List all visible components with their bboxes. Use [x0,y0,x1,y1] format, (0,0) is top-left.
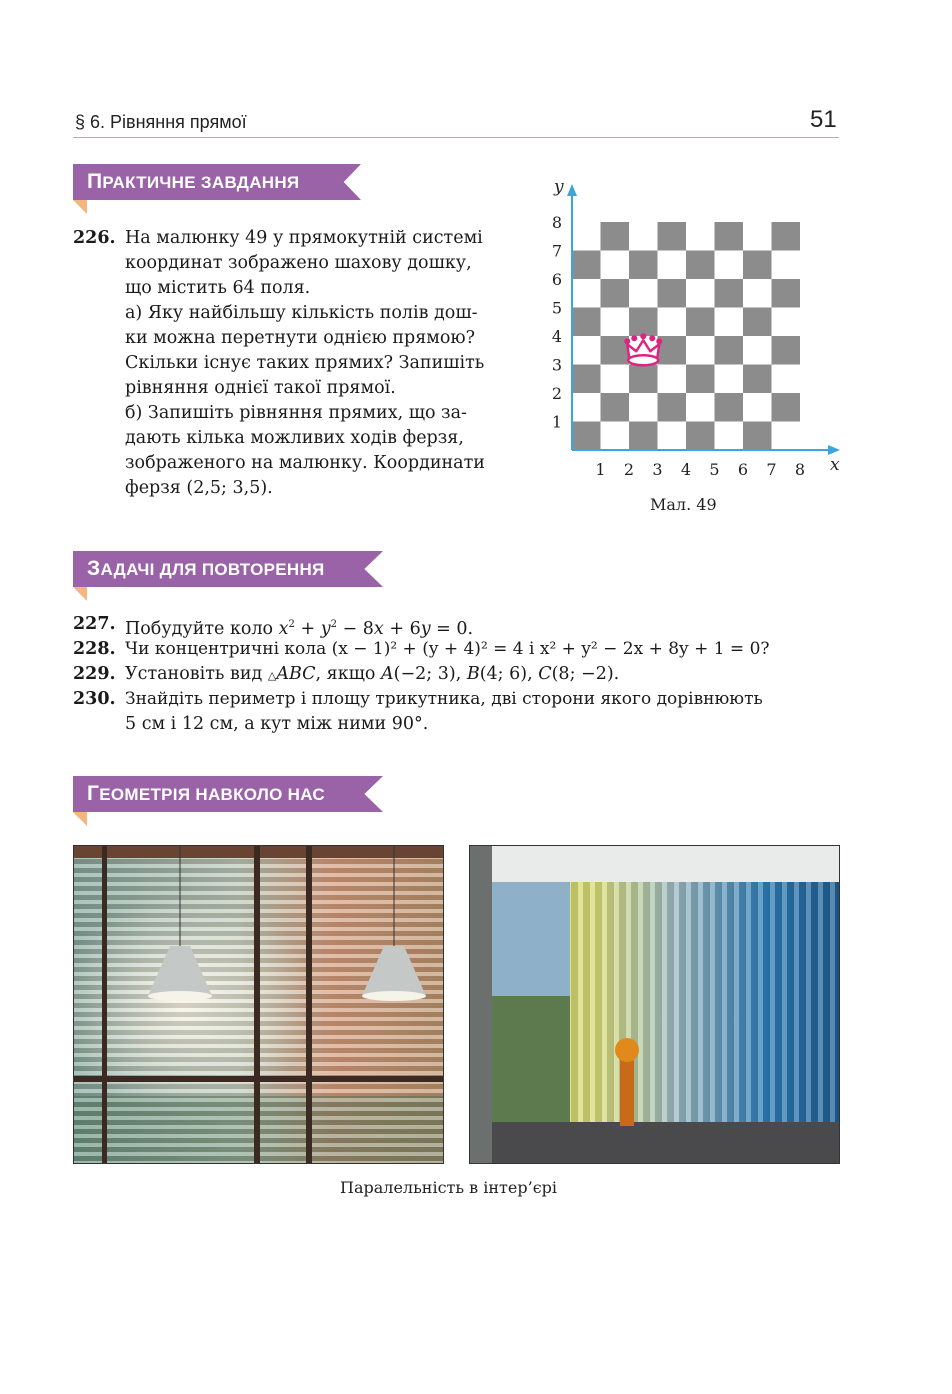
board-square [601,222,630,251]
board-square [686,365,715,394]
board-square [772,251,801,280]
ribbon-fold [73,812,87,826]
problem-226-text: На малюнку 49 у прямокутній системі координат зображено шахову дошку, що містить 64 поля. а) Яку найбільшу кількість полів дош- ки можна перетнути однією прямою? Скільки існує таких прямих? Запишіть рівняння однієї такої прямої. б) Запишіть рівняння прямих, що за- дають кілька можливих ходів ферзя, зображеного на малюнку. Координати ферзя (2,5; 3,5). [125,228,485,498]
board-square [715,251,744,280]
board-square [715,279,744,308]
x-tick-label: 1 [595,460,606,479]
problem-230-line1: Знайдіть периметр і площу трикутника, дві сторони якого дорівнюють [125,689,763,709]
y-tick-label: 5 [551,298,562,318]
board-square [629,308,658,337]
board-square [715,422,744,451]
section-review-heading: ЗАДАЧІ ДЛЯ ПОВТОРЕННЯ [73,551,383,587]
board-square [686,422,715,451]
board-square [772,422,801,451]
board-square [629,422,658,451]
figure-caption: Мал. 49 [650,495,717,514]
board-square [572,365,601,394]
board-square [601,279,630,308]
board-square [658,308,687,337]
board-square [743,393,772,422]
board-square [572,308,601,337]
board-square [715,308,744,337]
y-tick-label: 7 [551,241,562,261]
board-square [658,222,687,251]
board-square [601,422,630,451]
board-square [601,365,630,394]
board-square [686,251,715,280]
window-blinds-photo [73,845,444,1164]
board-square [686,393,715,422]
y-tick-label: 8 [551,213,562,232]
chessboard-figure [540,172,850,522]
y-tick-label: 2 [551,384,562,403]
board-square [658,365,687,394]
board-square [686,308,715,337]
board-square [772,336,801,365]
board-square [629,365,658,394]
board-square [772,222,801,251]
board-square [743,222,772,251]
board-square [601,308,630,337]
problem-228: 228. Чи концентричні кола (x − 1)² + (y + 4)² = 4 і x² + y² − 2x + 8y + 1 = 0? [73,637,843,662]
board-square [743,336,772,365]
y-tick-label: 4 [551,327,562,346]
problem-number: 226. [73,228,116,248]
problem-229: 229. Установіть вид △ABC, якщо A(−2; 3), B(4; 6), C(8; −2). [73,662,843,687]
board-square [572,336,601,365]
board-square [743,308,772,337]
photos-caption: Паралельність в інтер’єрі [340,1178,558,1197]
board-square [686,336,715,365]
x-tick-label: 3 [652,460,663,479]
header-rule [73,137,839,138]
board-square [743,251,772,280]
problem-227: 227. Побудуйте коло $x^2 + y^2 - 8x + 6y = 0$. [73,612,843,637]
x-axis-label: x [830,455,840,475]
y-tick-label: 3 [551,355,562,375]
problem-230-line2: 5 см і 12 см, а кут між ними 90°. [125,714,429,734]
x-tick-labels [595,460,805,479]
board-square [572,279,601,308]
vertical-blinds-photo [469,845,840,1164]
board-square [772,308,801,337]
x-tick-label: 7 [766,460,777,479]
y-axis-label: y [554,177,564,197]
board-square [658,393,687,422]
board-square [658,279,687,308]
board-square [772,365,801,394]
x-tick-label: 4 [680,460,692,479]
board-square [629,222,658,251]
y-tick-labels [552,213,562,432]
ribbon-fold [73,587,87,601]
board-square [743,365,772,394]
board-square [572,222,601,251]
board-square [686,279,715,308]
problem-230: 230. Знайдіть периметр і площу трикутника, дві сторони якого дорівнюють 5 см і 12 см, а кут між ними 90°. [73,687,843,712]
board-square [743,422,772,451]
section-geometry-heading: ГЕОМЕТРІЯ НАВКОЛО НАС [73,776,383,812]
board-square [629,251,658,280]
problem-229-text: Установіть вид △ABC, якщо A(−2; 3), B(4; 6), C(8; −2). [125,664,620,684]
running-header: § 6. Рівняння прямої [75,112,247,132]
x-tick-label: 6 [737,460,749,479]
board-square [572,251,601,280]
x-tick-label: 2 [623,460,635,479]
board-square [601,251,630,280]
board-square [743,279,772,308]
x-tick-label: 8 [794,460,806,479]
board-square [715,365,744,394]
x-axis-arrow [828,445,840,455]
board-square [601,393,630,422]
y-tick-label: 1 [551,412,562,432]
board-square [686,222,715,251]
problem-227-text: Побудуйте коло $x^2 + y^2 - 8x + 6y = 0$. [125,618,474,639]
board-square [715,393,744,422]
x-tick-label: 5 [709,460,720,479]
problem-226 [73,226,517,506]
board-square [572,422,601,451]
board-square [715,222,744,251]
board-square [658,422,687,451]
page-number: 51 [810,106,837,133]
board-square [658,251,687,280]
problem-228-text: Чи концентричні кола (x − 1)² + (y + 4)² = 4 і x² + y² − 2x + 8y + 1 = 0? [125,639,770,659]
board-square [572,393,601,422]
board-square [772,279,801,308]
section-practical-heading: ПРАКТИЧНЕ ЗАВДАННЯ [73,164,361,200]
y-axis-arrow [567,184,577,196]
board-square [772,393,801,422]
ribbon-fold [73,200,87,214]
board-square [629,279,658,308]
board-square [715,336,744,365]
board-square [629,393,658,422]
y-tick-label: 6 [551,270,562,289]
chessboard [572,222,800,450]
